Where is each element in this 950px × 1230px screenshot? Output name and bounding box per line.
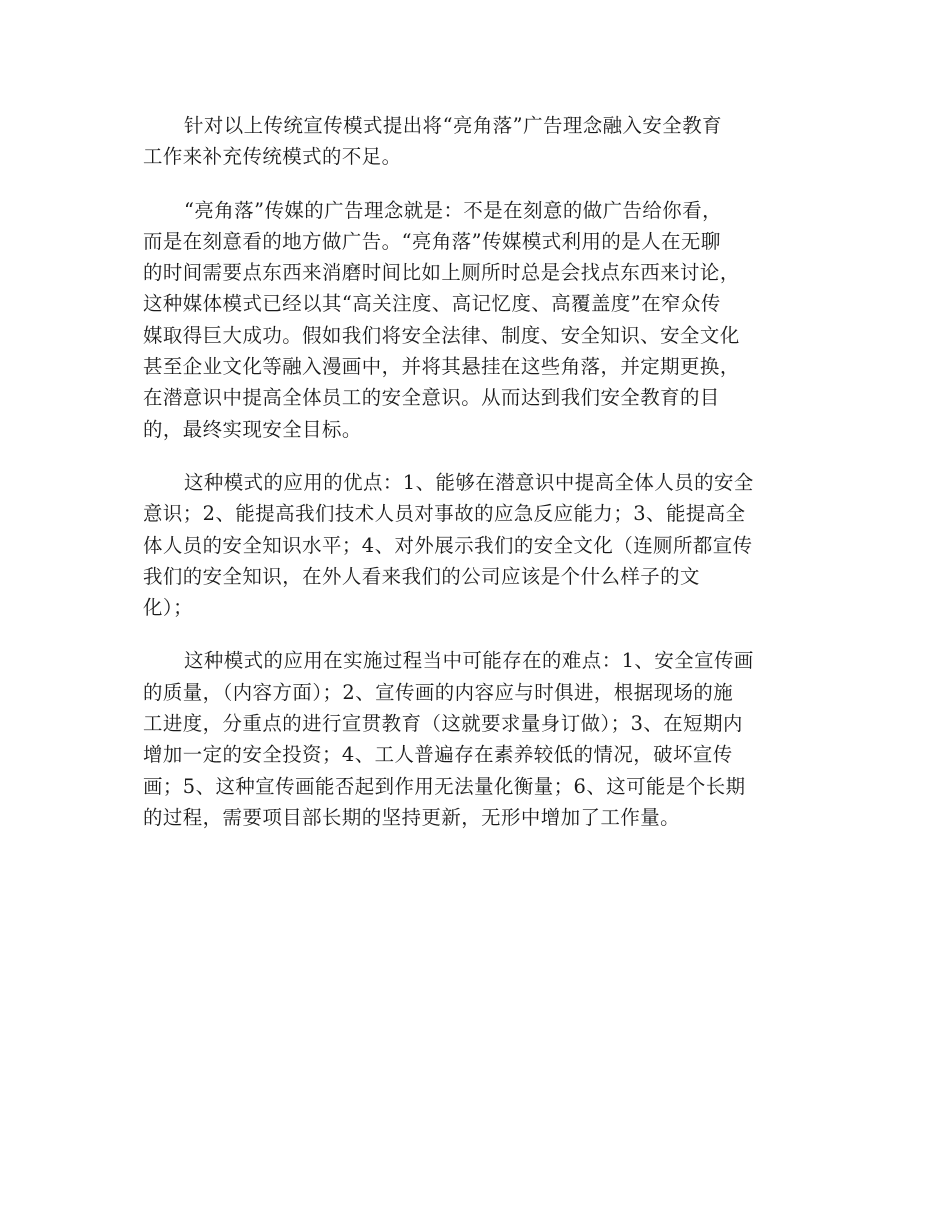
- paragraph-line: 画；5、这种宣传画能否起到作用无法量化衡量；6、这可能是个长期: [143, 774, 746, 798]
- document-body: [143, 110, 808, 855]
- paragraph-2: [143, 195, 808, 445]
- paragraph-line: 化）；: [143, 596, 193, 620]
- paragraph-line: 针对以上传统宣传模式提出将“亮角落”广告理念融入安全教育: [184, 114, 722, 137]
- paragraph-line: 在潜意识中提高全体员工的安全意识。从而达到我们安全教育的目: [143, 386, 720, 410]
- paragraph-line: 媒取得巨大成功。假如我们将安全法律、制度、安全知识、安全文化: [143, 323, 740, 347]
- paragraph-line: 工作来补充传统模式的不足。: [143, 145, 402, 169]
- paragraph-line: 这种模式的应用在实施过程当中可能存在的难点：1、安全宣传画: [184, 649, 754, 673]
- paragraph-line: 工进度，分重点的进行宣贯教育（这就要求量身订做）；3、在短期内: [143, 712, 743, 736]
- paragraph-line: 的质量，（内容方面）；2、宣传画的内容应与时俱进，根据现场的施: [143, 680, 734, 704]
- paragraph-line: 增加一定的安全投资；4、工人普遍存在素养较低的情况，破坏宣传: [143, 743, 733, 767]
- paragraph-line: 意识；2、能提高我们技术人员对事故的应急反应能力；3、能提高全: [143, 502, 746, 526]
- paragraph-line: 甚至企业文化等融入漫画中，并将其悬挂在这些角落，并定期更换，: [143, 355, 740, 379]
- paragraph-line: 体人员的安全知识水平；4、对外展示我们的安全文化（连厕所都宣传: [143, 533, 753, 557]
- paragraph-3: [143, 467, 808, 623]
- paragraph-line: “亮角落”传媒的广告理念就是：不是在刻意的做广告给你看，: [184, 198, 722, 222]
- paragraph-line: 这种模式的应用的优点：1、能够在潜意识中提高全体人员的安全: [184, 470, 754, 494]
- paragraph-4: [143, 645, 808, 833]
- paragraph-line: 的时间需要点东西来消磨时间比如上厕所时总是会找点东西来讨论，: [143, 261, 740, 285]
- paragraph-line: 的，最终实现安全目标。: [143, 417, 362, 441]
- paragraph-line: 而是在刻意看的地方做广告。“亮角落”传媒模式利用的是人在无聊: [143, 229, 721, 253]
- paragraph-line: 我们的安全知识，在外人看来我们的公司应该是个什么样子的文: [143, 564, 700, 588]
- paragraph-line: 的过程，需要项目部长期的坚持更新，无形中增加了工作量。: [143, 805, 681, 829]
- paragraph-line: 这种媒体模式已经以其“高关注度、高记忆度、高覆盖度”在窄众传: [143, 292, 721, 316]
- paragraph-1: [143, 110, 808, 173]
